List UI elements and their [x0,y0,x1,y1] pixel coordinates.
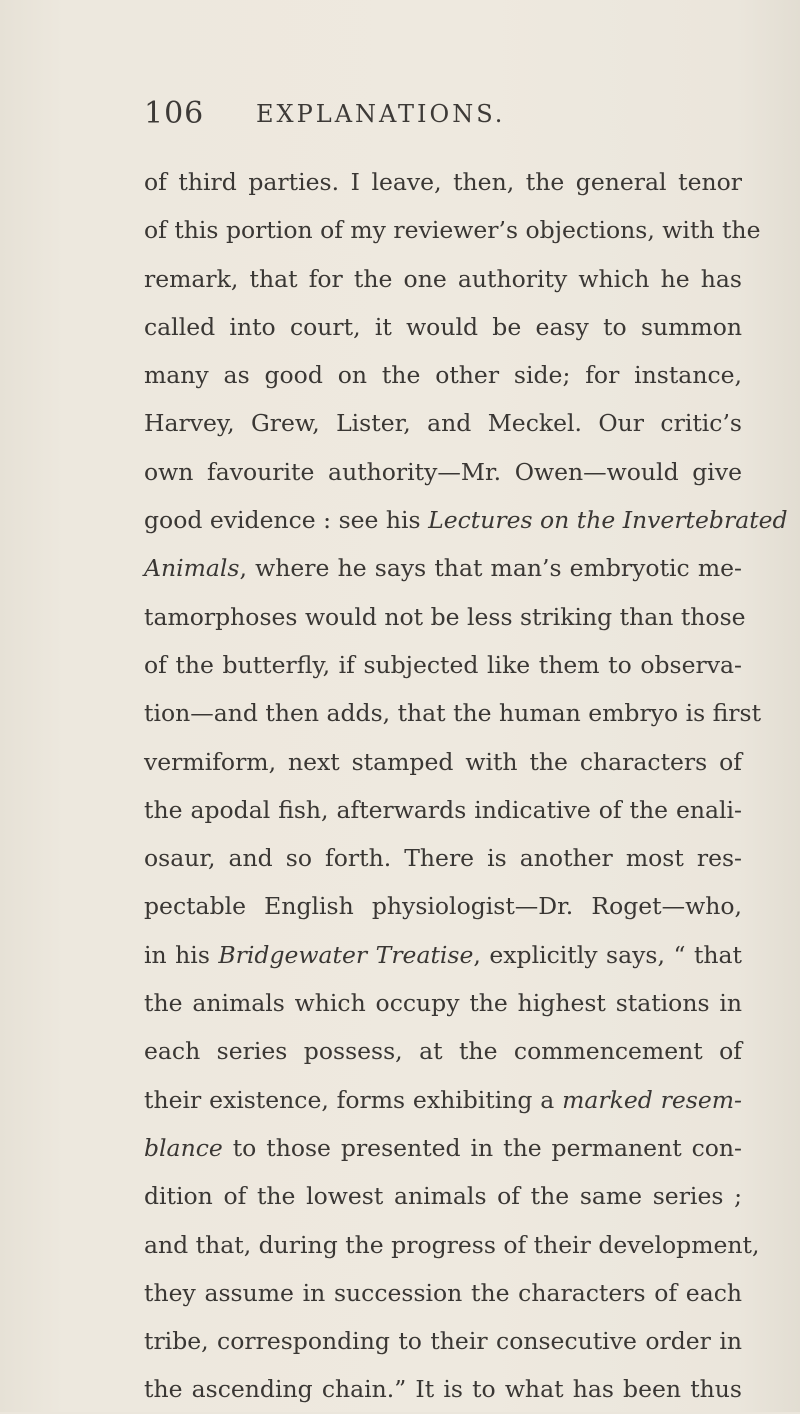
text-line [144,1317,742,1365]
text-run: many as good on the other side; for instance, [144,361,742,390]
text-run: dition of the lowest animals of the same series ; [144,1182,742,1211]
text-line [144,882,742,930]
text-line [144,255,742,303]
text-line [144,931,742,979]
text-line [144,979,742,1027]
text-run: of this portion of my reviewer’s objections, with the [144,216,761,245]
text-run: the apodal fish, afterwards indicative of the enali- [144,795,742,824]
text-run: own favourite authority—Mr. Owen—would give [144,457,742,486]
italic-emphasis-run: marked resem- [562,1085,742,1114]
text-run: tamorphoses would not be less striking than those [144,602,746,631]
body-text [144,158,788,1414]
text-line [144,158,742,206]
text-run: to those presented in the permanent con- [222,1133,742,1162]
italic-title-run: Bridgewater Treatise [218,940,474,969]
text-line [144,738,742,786]
text-line [144,1269,742,1317]
text-line [144,1172,742,1220]
text-run: tion—and then adds, that the human embryo is first [144,699,762,728]
text-run: they assume in succession the characters of each [144,1278,742,1307]
text-line [144,206,761,254]
text-line [144,544,742,592]
italic-emphasis-run: blance [144,1133,223,1162]
text-run: the ascending chain.” It is to what has been thus [144,1375,742,1404]
text-line [144,593,746,641]
page-header [144,96,724,136]
text-line [144,641,742,689]
text-run: of the butterfly, if subjected like them to observa- [144,650,742,679]
text-run: pectable English physiologist—Dr. Roget—who, [144,892,742,921]
text-line [144,1076,742,1124]
text-line [144,689,762,737]
text-line [144,351,742,399]
text-run: the animals which occupy the highest stations in [144,989,742,1018]
text-run: osaur, and so forth. There is another most res- [144,844,742,873]
text-run: in his [144,940,219,969]
italic-title-run: Animals [144,554,240,583]
text-line [144,303,742,351]
text-line [144,786,742,834]
text-run: of third parties. I leave, then, the general tenor [144,168,742,196]
text-line [144,1221,760,1269]
text-run: vermiform, next stamped with the characters of [144,747,742,776]
text-line [144,1027,742,1075]
text-run: called into court, it would be easy to summon [144,312,742,341]
text-run: each series possess, at the commencement of [144,1037,742,1066]
text-run: , explicitly says, “ that [473,940,743,969]
text-run: tribe, corresponding to their consecutive order in [144,1327,742,1356]
text-run: and that, during the progress of their development, [144,1230,760,1259]
text-line [144,1365,742,1413]
text-run: good evidence : see his [144,506,429,535]
italic-title-run: Lectures on the Invertebrated [428,506,788,535]
text-line [144,496,788,544]
text-line [144,399,742,447]
running-head: EXPLANATIONS. [256,100,506,128]
text-run: remark, that for the one authority which he has [144,264,742,293]
text-line [144,1124,742,1172]
text-line [144,834,742,882]
text-run: , where he says that man’s embryotic me- [239,554,742,583]
text-run: their existence, forms exhibiting a [144,1085,563,1114]
page-number: 106 [144,96,205,131]
text-run: Harvey, Grew, Lister, and Meckel. Our critic’s [144,409,742,438]
text-line [144,448,742,496]
